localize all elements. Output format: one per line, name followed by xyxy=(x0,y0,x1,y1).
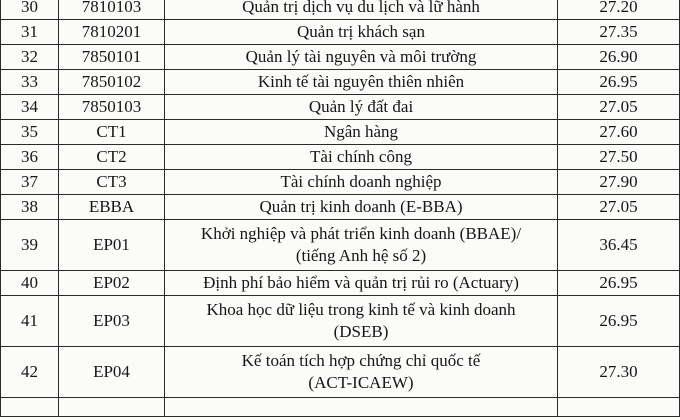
major-name-line: Quản trị kinh doanh (E-BBA) xyxy=(259,197,463,216)
score-cell: 26.90 xyxy=(558,45,680,70)
major-code-cell: 7810103 xyxy=(59,0,165,20)
major-name-cell xyxy=(165,120,558,145)
score-cell: 27.05 xyxy=(558,195,680,220)
row-number-cell: 36 xyxy=(1,145,59,170)
major-name-line: Quản trị khách sạn xyxy=(297,22,425,41)
table-row xyxy=(1,20,680,45)
major-name-line: (DSEB) xyxy=(333,322,389,341)
row-number-cell: 39 xyxy=(1,220,59,271)
table-row-partial xyxy=(1,398,680,417)
table-row xyxy=(1,45,680,70)
major-name-line: (ACT-ICAEW) xyxy=(308,373,414,392)
major-name-cell xyxy=(165,271,558,296)
row-number-cell: 40 xyxy=(1,271,59,296)
major-name-cell xyxy=(165,170,558,195)
major-name-line: Định phí bảo hiểm và quản trị rủi ro (Actuary) xyxy=(203,273,519,292)
table-row xyxy=(1,95,680,120)
row-number-cell: 33 xyxy=(1,70,59,95)
score-cell: 27.90 xyxy=(558,170,680,195)
major-name-line: Kế toán tích hợp chứng chỉ quốc tế xyxy=(241,351,481,370)
row-number-cell: 38 xyxy=(1,195,59,220)
table-row xyxy=(1,195,680,220)
table-row xyxy=(1,120,680,145)
score-cell: 27.35 xyxy=(558,20,680,45)
major-code-cell: EP01 xyxy=(59,220,165,271)
row-number-cell: 32 xyxy=(1,45,59,70)
empty-cell xyxy=(1,398,59,417)
major-name-cell xyxy=(165,45,558,70)
major-name-cell xyxy=(165,70,558,95)
table-row xyxy=(1,170,680,195)
major-code-cell: EBBA xyxy=(59,195,165,220)
score-cell: 26.95 xyxy=(558,70,680,95)
score-cell: 27.50 xyxy=(558,145,680,170)
major-code-cell: EP03 xyxy=(59,296,165,347)
row-number-cell: 34 xyxy=(1,95,59,120)
table-row xyxy=(1,0,680,20)
table-body xyxy=(1,0,680,417)
score-cell: 27.20 xyxy=(558,0,680,20)
major-name-line: Khởi nghiệp và phát triển kinh doanh (BBAE)/ xyxy=(200,224,522,243)
major-name-cell xyxy=(165,95,558,120)
major-code-cell: CT2 xyxy=(59,145,165,170)
major-name-cell xyxy=(165,20,558,45)
major-code-cell: EP04 xyxy=(59,347,165,398)
major-name-line: Ngân hàng xyxy=(323,122,399,141)
major-name-cell xyxy=(165,195,558,220)
table-row xyxy=(1,145,680,170)
score-cell: 36.45 xyxy=(558,220,680,271)
empty-cell xyxy=(558,398,680,417)
score-cell: 27.30 xyxy=(558,347,680,398)
row-number-cell: 42 xyxy=(1,347,59,398)
major-name-line: (tiếng Anh hệ số 2) xyxy=(295,246,427,265)
major-name-line: Khoa học dữ liệu trong kinh tế và kinh doanh xyxy=(206,300,516,319)
table-row xyxy=(1,70,680,95)
empty-cell xyxy=(59,398,165,417)
major-name-line: Tài chính công xyxy=(310,147,412,166)
major-name-line: Quản trị dịch vụ du lịch và lữ hành xyxy=(242,0,480,16)
major-name-cell xyxy=(165,296,558,347)
major-name-line: Tài chính doanh nghiệp xyxy=(280,172,442,191)
score-cell: 27.60 xyxy=(558,120,680,145)
score-cell: 27.05 xyxy=(558,95,680,120)
row-number-cell: 35 xyxy=(1,120,59,145)
major-name-line: Quản lý đất đai xyxy=(308,97,414,116)
major-code-cell: EP02 xyxy=(59,271,165,296)
major-code-cell: CT3 xyxy=(59,170,165,195)
row-number-cell: 31 xyxy=(1,20,59,45)
major-code-cell: CT1 xyxy=(59,120,165,145)
major-code-cell: 7850101 xyxy=(59,45,165,70)
major-name-line: Kinh tế tài nguyên thiên nhiên xyxy=(257,72,465,91)
major-name-cell xyxy=(165,145,558,170)
major-code-cell: 7850102 xyxy=(59,70,165,95)
table-row xyxy=(1,220,680,271)
empty-cell xyxy=(165,398,558,417)
table-row xyxy=(1,271,680,296)
row-number-cell: 41 xyxy=(1,296,59,347)
score-cell: 26.95 xyxy=(558,296,680,347)
major-name-line: Quản lý tài nguyên và môi trường xyxy=(245,47,477,66)
row-number-cell: 30 xyxy=(1,0,59,20)
major-name-cell xyxy=(165,347,558,398)
row-number-cell: 37 xyxy=(1,170,59,195)
major-name-cell xyxy=(165,0,558,20)
table-row xyxy=(1,347,680,398)
major-code-cell: 7850103 xyxy=(59,95,165,120)
major-code-cell: 7810201 xyxy=(59,20,165,45)
major-name-cell xyxy=(165,220,558,271)
table-row xyxy=(1,296,680,347)
score-cell: 26.95 xyxy=(558,271,680,296)
